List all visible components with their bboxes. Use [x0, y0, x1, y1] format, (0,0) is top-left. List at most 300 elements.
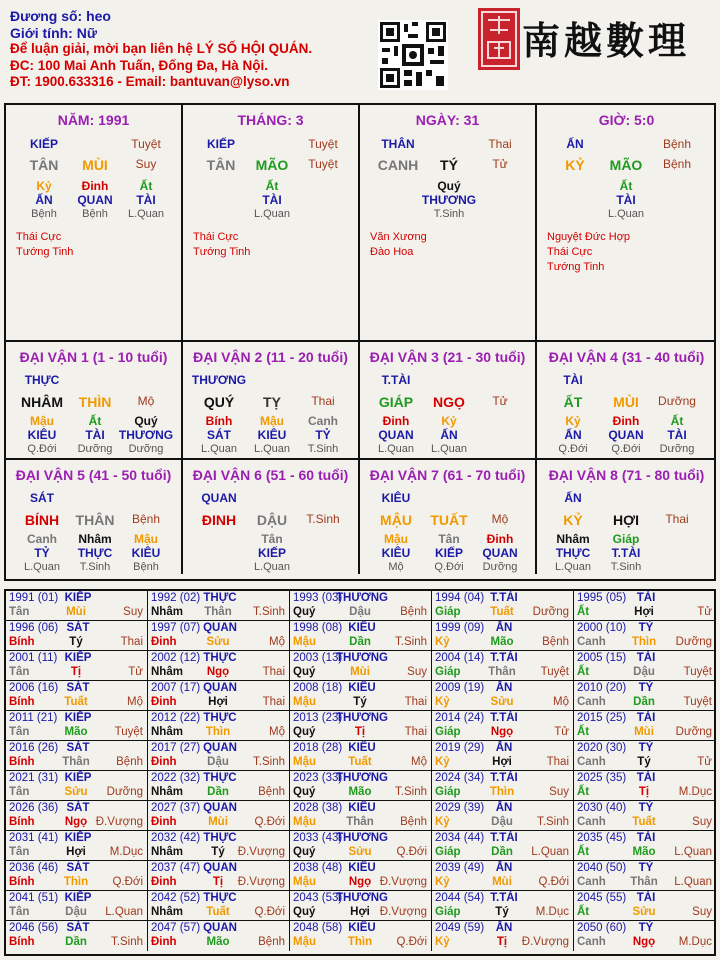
hidden-god: QUAN — [77, 193, 113, 207]
year-branch: Dần — [207, 786, 229, 798]
hidden-state: T.Sinh — [79, 561, 111, 573]
hidden-state: Bệnh — [31, 208, 57, 220]
special-star: Thái Cực — [193, 231, 239, 243]
year-cell — [6, 801, 148, 831]
year-label: 2001 (11) — [9, 652, 58, 664]
dai-van-state: Thai — [665, 512, 689, 526]
year-cell — [6, 711, 148, 741]
special-star: Tướng Tinh — [193, 246, 251, 258]
hidden-state: Bệnh — [133, 561, 159, 573]
year-cell — [148, 801, 290, 831]
hidden-god: THƯƠNG — [421, 193, 477, 207]
pillar-top-god: THÂN — [381, 137, 415, 151]
year-stem: Kỷ — [435, 636, 450, 648]
year-cell — [148, 621, 290, 651]
dai-van-cell — [6, 460, 183, 574]
year-cell — [574, 651, 716, 681]
subject-name: Đương số: heo — [10, 8, 111, 24]
hidden-stem: Kỷ — [441, 414, 457, 428]
dai-van-title: ĐẠI VẬN 3 (21 - 30 tuổi) — [369, 349, 526, 365]
year-state: Đ.Vượng — [379, 906, 427, 918]
year-label: 2049 (59) — [435, 922, 485, 934]
year-label: 2022 (32) — [151, 772, 201, 784]
hidden-state: T.Sinh — [433, 208, 465, 220]
year-cell — [432, 741, 574, 771]
year-stem: Mậu — [293, 816, 316, 828]
year-label: 2050 (60) — [577, 922, 627, 934]
year-god: TỶ — [638, 922, 654, 934]
year-stem: Kỷ — [435, 696, 450, 708]
year-god: SÁT — [66, 862, 90, 874]
hidden-stem: Canh — [308, 414, 338, 428]
dai-van-god: ẤN — [564, 491, 582, 505]
hidden-state: L.Quan — [430, 443, 468, 455]
year-cell — [290, 771, 432, 801]
year-branch: Tý — [69, 636, 83, 648]
year-label: 1993 (03) — [293, 592, 343, 604]
year-branch: Sửu — [64, 786, 88, 798]
year-state: Thai — [546, 756, 569, 768]
year-stem: Ất — [577, 606, 590, 618]
hidden-god: TỶ — [34, 546, 50, 560]
year-cell — [148, 681, 290, 711]
year-label: 2039 (49) — [435, 862, 485, 874]
year-label: 2033 (43) — [293, 832, 343, 844]
year-label: 1995 (05) — [577, 592, 627, 604]
year-label: 2010 (20) — [577, 682, 627, 694]
hidden-state: L.Quan — [554, 561, 592, 573]
hidden-stem: Canh — [27, 532, 57, 546]
dai-van-state: Tử — [492, 394, 508, 408]
year-branch: Dậu — [65, 906, 87, 918]
dai-van-branch: NGỌ — [433, 394, 465, 410]
hidden-god: KIẾP — [257, 546, 287, 560]
year-stem: Tân — [9, 726, 30, 738]
special-star: Thái Cực — [547, 246, 593, 258]
hidden-stem: Mậu — [134, 532, 158, 546]
year-label: 2016 (26) — [9, 742, 59, 754]
year-stem: Canh — [577, 936, 606, 948]
hidden-stem: Mậu — [260, 414, 284, 428]
year-branch: Tý — [495, 906, 509, 918]
year-label: 2000 (10) — [577, 622, 627, 634]
year-stem: Quý — [293, 786, 316, 798]
year-branch: Mùi — [208, 816, 228, 828]
hidden-god: KIÊU — [381, 546, 411, 560]
year-god: SÁT — [66, 922, 90, 934]
year-stem: Tân — [9, 786, 30, 798]
year-god: T.TÀI — [490, 892, 518, 904]
year-label: 2013 (23) — [293, 712, 343, 724]
year-god: ẤN — [495, 622, 513, 634]
year-god: QUAN — [203, 802, 237, 814]
year-stem: Giáp — [435, 666, 461, 678]
year-stem: Mậu — [293, 876, 316, 888]
year-god: THƯƠNG — [336, 772, 388, 784]
hidden-state: T.Sinh — [307, 443, 339, 455]
year-state: Tử — [554, 726, 569, 738]
year-stem: Đinh — [151, 936, 177, 948]
year-label: 2020 (30) — [577, 742, 627, 754]
pillar-top-state: Thai — [488, 137, 512, 151]
hidden-state: L.Quan — [253, 443, 291, 455]
year-stem: Quý — [293, 726, 316, 738]
year-state: Mộ — [553, 696, 569, 708]
year-state: Dưỡng — [675, 726, 712, 738]
year-label: 1994 (04) — [435, 592, 485, 604]
year-cell — [6, 741, 148, 771]
dai-van-cell — [183, 342, 360, 460]
year-stem: Kỷ — [435, 816, 450, 828]
year-branch: Tuất — [632, 816, 656, 828]
year-label: 2007 (17) — [151, 682, 201, 694]
year-label: 2029 (39) — [435, 802, 485, 814]
dai-van-cell — [360, 460, 537, 574]
year-branch: Mão — [632, 846, 656, 858]
year-cell — [6, 591, 148, 621]
year-state: Bệnh — [400, 816, 427, 828]
year-branch: Mão — [348, 786, 372, 798]
year-branch: Hợi — [634, 606, 654, 618]
year-cell — [574, 741, 716, 771]
hidden-god: QUAN — [608, 428, 644, 442]
hidden-stem: Ất — [265, 179, 279, 193]
year-god: ẤN — [495, 682, 513, 694]
dai-van-god: SÁT — [30, 491, 54, 505]
year-label: 2014 (24) — [435, 712, 485, 724]
year-cell — [6, 651, 148, 681]
special-star: Tướng Tinh — [16, 246, 74, 258]
year-state: Thai — [262, 696, 285, 708]
year-state: T.Sinh — [111, 936, 143, 948]
dai-van-god: T.TÀI — [381, 373, 411, 387]
year-cell — [290, 711, 432, 741]
year-cell — [574, 771, 716, 801]
dai-van-branch: THÂN — [75, 512, 115, 528]
hidden-god: TỶ — [315, 428, 331, 442]
year-branch: Tuất — [64, 696, 88, 708]
year-state: Suy — [692, 906, 712, 918]
dai-van-branch: TỴ — [263, 394, 281, 410]
year-branch: Dậu — [491, 816, 513, 828]
year-state: T.Sinh — [253, 606, 285, 618]
year-stem: Ất — [577, 906, 590, 918]
year-stem: Bính — [9, 816, 35, 828]
year-stem: Bính — [9, 756, 35, 768]
year-label: 2026 (36) — [9, 802, 59, 814]
year-god: THƯƠNG — [336, 832, 388, 844]
year-stem: Bính — [9, 696, 35, 708]
year-state: M.Dục — [109, 846, 143, 858]
year-branch: Ngọ — [206, 666, 230, 678]
hidden-stem: Đinh — [382, 414, 410, 428]
year-stem: Canh — [577, 816, 606, 828]
hidden-stem: Quý — [437, 179, 461, 193]
year-god: THỰC — [203, 592, 237, 604]
year-cell — [6, 891, 148, 921]
year-state: M.Dục — [678, 786, 712, 798]
year-branch: Mùi — [492, 876, 512, 888]
year-stem: Quý — [293, 606, 316, 618]
year-god: TÀI — [636, 892, 656, 904]
year-cell — [432, 921, 574, 951]
year-branch: Tị — [354, 726, 366, 738]
year-cell — [148, 921, 290, 951]
year-cell — [432, 711, 574, 741]
year-stem: Giáp — [435, 606, 461, 618]
year-state: Tuyệt — [683, 696, 712, 708]
year-cell — [290, 651, 432, 681]
year-state: Dưỡng — [532, 606, 569, 618]
year-state: Đ.Vượng — [237, 846, 285, 858]
pillar-branch: TÝ — [440, 157, 458, 173]
year-stem: Quý — [293, 846, 316, 858]
year-label: 2024 (34) — [435, 772, 485, 784]
pillar-stem: TÂN — [206, 157, 236, 173]
year-branch: Dần — [349, 636, 371, 648]
pillar-branch: MÃO — [609, 157, 643, 173]
pillar-cell — [6, 105, 183, 342]
pillar-top-state: Bệnh — [662, 137, 692, 151]
year-branch: Tý — [353, 696, 367, 708]
year-cell — [148, 651, 290, 681]
year-cell — [574, 891, 716, 921]
year-stem: Tân — [9, 906, 30, 918]
year-label: 1999 (09) — [435, 622, 485, 634]
year-label: 2047 (57) — [151, 922, 201, 934]
dai-van-stem: KỶ — [563, 512, 583, 528]
year-state: Bệnh — [258, 936, 285, 948]
year-branch: Mão — [206, 936, 230, 948]
year-stem: Canh — [577, 756, 606, 768]
year-branch: Hợi — [66, 846, 86, 858]
year-cell — [290, 741, 432, 771]
year-branch: Mùi — [350, 666, 370, 678]
year-state: Bệnh — [258, 786, 285, 798]
year-cell — [148, 861, 290, 891]
dai-van-stem: NHÂM — [21, 394, 63, 410]
year-god: THƯƠNG — [336, 592, 388, 604]
year-stem: Giáp — [435, 846, 461, 858]
year-cell — [148, 711, 290, 741]
hidden-stem: Nhâm — [556, 532, 590, 546]
hidden-state: Dưỡng — [482, 561, 518, 573]
year-cell — [148, 591, 290, 621]
year-state: L.Quan — [531, 846, 569, 858]
hidden-god: TÀI — [136, 193, 156, 207]
year-state: L.Quan — [674, 846, 712, 858]
year-god: TỶ — [638, 622, 654, 634]
year-label: 2037 (47) — [151, 862, 201, 874]
dai-van-god: KIÊU — [381, 491, 411, 505]
year-label: 2027 (37) — [151, 802, 201, 814]
year-cell — [574, 831, 716, 861]
year-god: T.TÀI — [490, 772, 518, 784]
year-branch: Dần — [633, 696, 655, 708]
dai-van-cell — [183, 460, 360, 574]
year-stem: Canh — [577, 696, 606, 708]
year-cell — [148, 771, 290, 801]
year-label: 2017 (27) — [151, 742, 201, 754]
year-stem: Mậu — [293, 636, 316, 648]
hidden-stem: Tân — [438, 532, 460, 546]
hidden-god: KIÊU — [27, 428, 57, 442]
year-branch: Ngọ — [348, 876, 372, 888]
hidden-state: Q.Đới — [27, 443, 57, 455]
dai-van-cell — [537, 460, 716, 574]
dai-van-branch: HỢI — [613, 512, 639, 528]
pillar-top-state: Tuyệt — [131, 137, 161, 151]
hidden-god: TÀI — [667, 428, 687, 442]
hidden-state: L.Quan — [253, 208, 291, 220]
hidden-god: ẤN — [440, 428, 458, 442]
year-branch: Mùi — [66, 606, 86, 618]
dai-van-stem: ĐINH — [201, 512, 237, 528]
hidden-god: T.TÀI — [611, 546, 641, 560]
hidden-god: TÀI — [85, 428, 105, 442]
year-label: 2018 (28) — [293, 742, 343, 754]
pillar-stem: CANH — [377, 157, 419, 173]
year-stem: Ất — [577, 726, 590, 738]
year-label: 2008 (18) — [293, 682, 343, 694]
dai-van-branch: TUẤT — [430, 512, 468, 528]
year-stem: Tân — [9, 846, 30, 858]
hidden-state: Q.Đới — [434, 561, 464, 573]
year-state: Đ.Vượng — [237, 876, 285, 888]
year-cell — [574, 921, 716, 951]
year-god: TỶ — [638, 802, 654, 814]
year-stem: Tân — [9, 606, 30, 618]
contact-line-1: Để luận giải, mời bạn liên hệ LÝ SỐ HỘI QUÁN. — [10, 41, 313, 56]
year-cell — [290, 831, 432, 861]
year-state: Thai — [262, 666, 285, 678]
year-stem: Mậu — [293, 696, 316, 708]
year-state: Tử — [697, 756, 712, 768]
dai-van-branch: DẬU — [256, 512, 288, 528]
year-label: 2006 (16) — [9, 682, 59, 694]
hidden-state: L.Quan — [377, 443, 415, 455]
pillar-branch: MÃO — [255, 157, 289, 173]
year-branch: Thân — [488, 666, 516, 678]
year-state: Đ.Vượng — [95, 816, 143, 828]
year-god: THỰC — [203, 832, 237, 844]
year-label: 2012 (22) — [151, 712, 201, 724]
year-cell — [290, 891, 432, 921]
year-cell — [574, 591, 716, 621]
pillar-top-god: KIẾP — [29, 137, 59, 151]
year-branch: Dậu — [207, 756, 229, 768]
year-god: T.TÀI — [490, 832, 518, 844]
year-stem: Mậu — [293, 756, 316, 768]
dai-van-title: ĐẠI VẬN 6 (51 - 60 tuổi) — [192, 467, 349, 483]
pillar-branch: MÙI — [82, 157, 108, 173]
year-state: Tử — [128, 666, 143, 678]
year-god: TỶ — [638, 682, 654, 694]
dai-van-branch: THÌN — [78, 394, 112, 410]
year-god: KIÊU — [348, 862, 376, 874]
year-god: QUAN — [203, 922, 237, 934]
year-cell — [432, 681, 574, 711]
dai-van-state: Mộ — [491, 512, 509, 526]
year-stem: Ất — [577, 666, 590, 678]
year-state: Đ.Vượng — [521, 936, 569, 948]
year-stem: Đinh — [151, 816, 177, 828]
year-cell — [290, 921, 432, 951]
year-cell — [432, 591, 574, 621]
year-god: TÀI — [636, 772, 656, 784]
year-god: KIẾP — [64, 712, 92, 724]
hidden-god: TÀI — [616, 193, 636, 207]
hidden-state: L.Quan — [127, 208, 165, 220]
year-stem: Nhâm — [151, 786, 183, 798]
hidden-stem: Đinh — [81, 179, 109, 193]
year-stem: Canh — [577, 876, 606, 888]
year-stem: Ất — [577, 846, 590, 858]
year-label: 2011 (21) — [9, 712, 58, 724]
year-branch: Hợi — [350, 906, 370, 918]
year-label: 2041 (51) — [9, 892, 59, 904]
dai-van-state: Mộ — [137, 394, 155, 408]
year-label: 2032 (42) — [151, 832, 201, 844]
hidden-stem: Giáp — [612, 532, 640, 546]
year-branch: Tị — [638, 786, 650, 798]
dai-van-state: Bệnh — [131, 512, 161, 526]
brand-logo-text: 南越數理 — [522, 18, 691, 63]
year-branch: Sửu — [206, 636, 230, 648]
pillar-state: Tử — [492, 157, 508, 171]
year-branch: Tý — [637, 756, 651, 768]
year-branch: Hợi — [208, 696, 228, 708]
year-cell — [574, 621, 716, 651]
year-state: Q.Đới — [112, 876, 143, 888]
year-branch: Sửu — [490, 696, 514, 708]
year-stem: Đinh — [151, 876, 177, 888]
year-god: THỰC — [203, 652, 237, 664]
hidden-stem: Tân — [261, 532, 283, 546]
year-cell — [148, 741, 290, 771]
dai-van-state: T.Sinh — [306, 512, 340, 526]
hidden-state: Dưỡng — [128, 443, 164, 455]
year-label: 2003 (13) — [293, 652, 343, 664]
dai-van-title: ĐẠI VẬN 2 (11 - 20 tuổi) — [193, 349, 348, 365]
hidden-god: ẤN — [564, 428, 582, 442]
year-state: Đ.Vượng — [379, 876, 427, 888]
year-branch: Thìn — [205, 726, 231, 738]
year-label: 1991 (01) — [9, 592, 59, 604]
hidden-stem: Mậu — [384, 532, 408, 546]
year-branch: Thìn — [63, 876, 89, 888]
year-god: KIÊU — [348, 742, 376, 754]
year-label: 2002 (12) — [151, 652, 201, 664]
hidden-god: THỰC — [555, 546, 591, 560]
year-label: 2034 (44) — [435, 832, 485, 844]
year-stem: Nhâm — [151, 606, 183, 618]
year-cell — [574, 711, 716, 741]
year-label: 2042 (52) — [151, 892, 201, 904]
dai-van-state: Dưỡng — [658, 394, 696, 408]
year-god: KIÊU — [348, 802, 376, 814]
hidden-god: ẤN — [35, 193, 53, 207]
pillar-title: NGÀY: 31 — [415, 112, 480, 128]
pillar-cell — [360, 105, 537, 342]
year-state: Thai — [404, 696, 427, 708]
year-cell — [574, 861, 716, 891]
year-state: Q.Đới — [396, 936, 427, 948]
hidden-stem: Nhâm — [78, 532, 112, 546]
year-god: T.TÀI — [490, 652, 518, 664]
year-god: THỰC — [203, 892, 237, 904]
year-cell — [6, 621, 148, 651]
